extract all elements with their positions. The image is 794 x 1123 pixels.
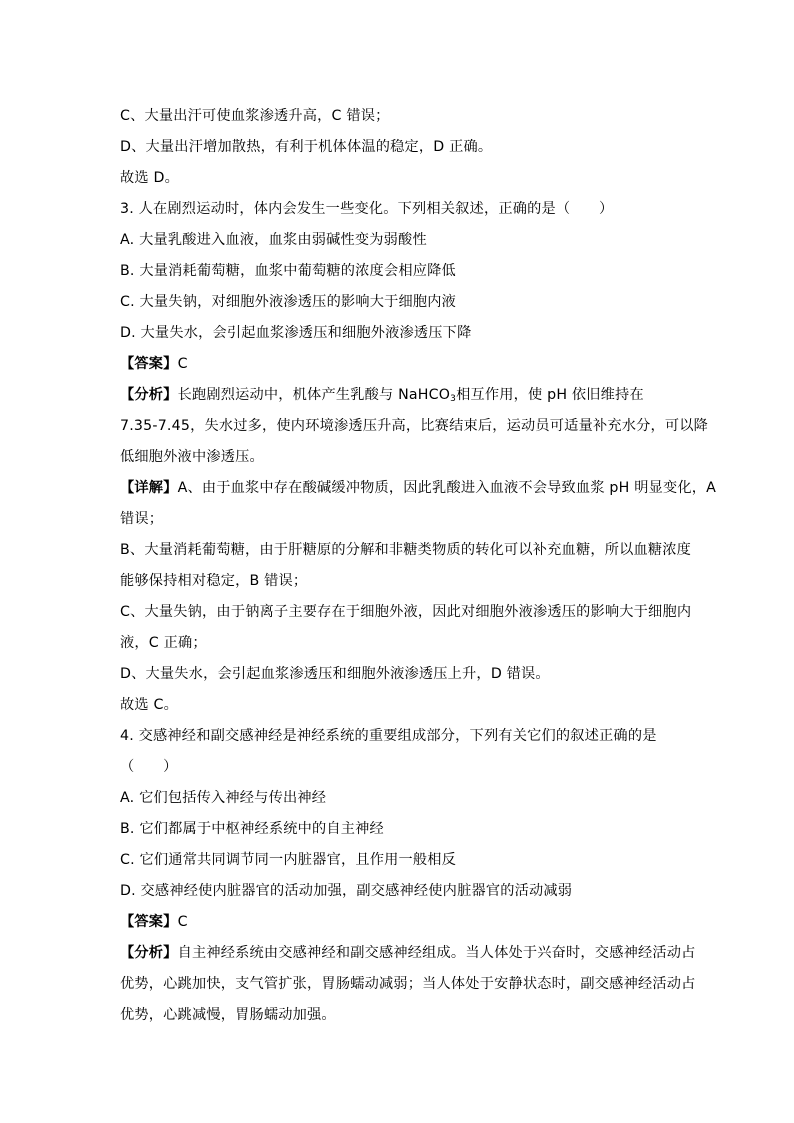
answer-tag: 【答案】 <box>120 356 178 372</box>
detail-a-text: A、由于血浆中存在酸碱缓冲物质，因此乳酸进入血液不会导致血浆 pH 明显变化，A <box>177 480 717 496</box>
q4-option-a: A. 它们包括传入神经与传出神经 <box>120 790 327 806</box>
q3-detail-c-line1: C、大量失钠，由于钠离子主要存在于细胞外液，因此对细胞外液渗透压的影响大于细胞内 <box>120 604 692 620</box>
prev-detail-c: C、大量出汗可使血浆渗透升高，C 错误； <box>120 108 390 124</box>
answer-tag: 【答案】 <box>120 914 178 930</box>
q4-answer <box>120 907 692 938</box>
q4-option-b: B. 它们都属于中枢神经系统中的自主神经 <box>120 821 384 837</box>
q3-detail-d: D、大量失水，会引起血浆渗透压和细胞外液渗透压上升，D 错误。 <box>120 666 550 682</box>
q4-analysis-line1 <box>120 938 696 969</box>
q4-analysis-line2: 优势，心跳加快，支气管扩张，胃肠蠕动减弱；当人体处于安静状态时，副交感神经活动占 <box>120 976 696 992</box>
q3-option-d: D. 大量失水，会引起血浆渗透压和细胞外液渗透压下降 <box>120 325 472 341</box>
q3-conclusion: 故选 C。 <box>120 697 178 713</box>
prev-detail-d: D、大量出汗增加散热，有利于机体体温的稳定，D 正确。 <box>120 139 493 155</box>
q3-detail-b-line1: B、大量消耗葡萄糖，由于肝糖原的分解和非糖类物质的转化可以补充血糖，所以血糖浓度 <box>120 542 692 558</box>
q3-option-c: C. 大量失钠，对细胞外液渗透压的影响大于细胞内液 <box>120 294 457 310</box>
q4-stem-line2: （ ） <box>120 759 178 775</box>
q3-analysis-line2: 7.35-7.45，失水过多，使内环境渗透压升高，比赛结束后，运动员可适量补充水分，可以降 <box>120 418 709 434</box>
detail-tag: 【详解】 <box>120 480 178 496</box>
q4-option-d: D. 交感神经使内脏器官的活动加强，副交感神经使内脏器官的活动减弱 <box>120 883 573 899</box>
q3-answer <box>120 349 692 380</box>
analysis-tag: 【分析】 <box>120 945 178 961</box>
analysis-text-b: 相互作用，使 pH 依旧维持在 <box>456 387 644 403</box>
analysis-text: 自主神经系统由交感神经和副交感神经组成。当人体处于兴奋时，交感神经活动占 <box>177 945 696 961</box>
q3-detail-c-line2: 液，C 正确； <box>120 635 207 651</box>
analysis-tag: 【分析】 <box>120 387 178 403</box>
q3-option-a: A. 大量乳酸进入血液，血浆由弱碱性变为弱酸性 <box>120 232 427 248</box>
q3-stem: 3. 人在剧烈运动时，体内会发生一些变化。下列相关叙述，正确的是（ ） <box>120 201 614 217</box>
q3-detail-a-line1 <box>120 473 717 504</box>
q4-stem-line1: 4. 交感神经和副交感神经是神经系统的重要组成部分，下列有关它们的叙述正确的是 <box>120 728 657 744</box>
analysis-subscript: 3 <box>450 394 457 404</box>
q3-analysis-line1 <box>120 380 692 411</box>
document-content <box>120 101 717 1031</box>
q3-analysis-line3: 低细胞外液中渗透压。 <box>120 449 264 465</box>
q4-option-c: C. 它们通常共同调节同一内脏器官，且作用一般相反 <box>120 852 457 868</box>
q4-analysis-line3: 优势，心跳减慢，胃肠蠕动加强。 <box>120 1007 336 1023</box>
analysis-text-a: 长跑剧烈运动中，机体产生乳酸与 NaHCO <box>177 387 451 403</box>
q3-option-b: B. 大量消耗葡萄糖，血浆中葡萄糖的浓度会相应降低 <box>120 263 456 279</box>
prev-conclusion: 故选 D。 <box>120 170 179 186</box>
answer-value: C <box>177 356 188 372</box>
answer-value: C <box>177 914 188 930</box>
q3-detail-b-line2: 能够保持相对稳定，B 错误； <box>120 573 308 589</box>
q3-detail-a-line2: 错误； <box>120 511 164 527</box>
